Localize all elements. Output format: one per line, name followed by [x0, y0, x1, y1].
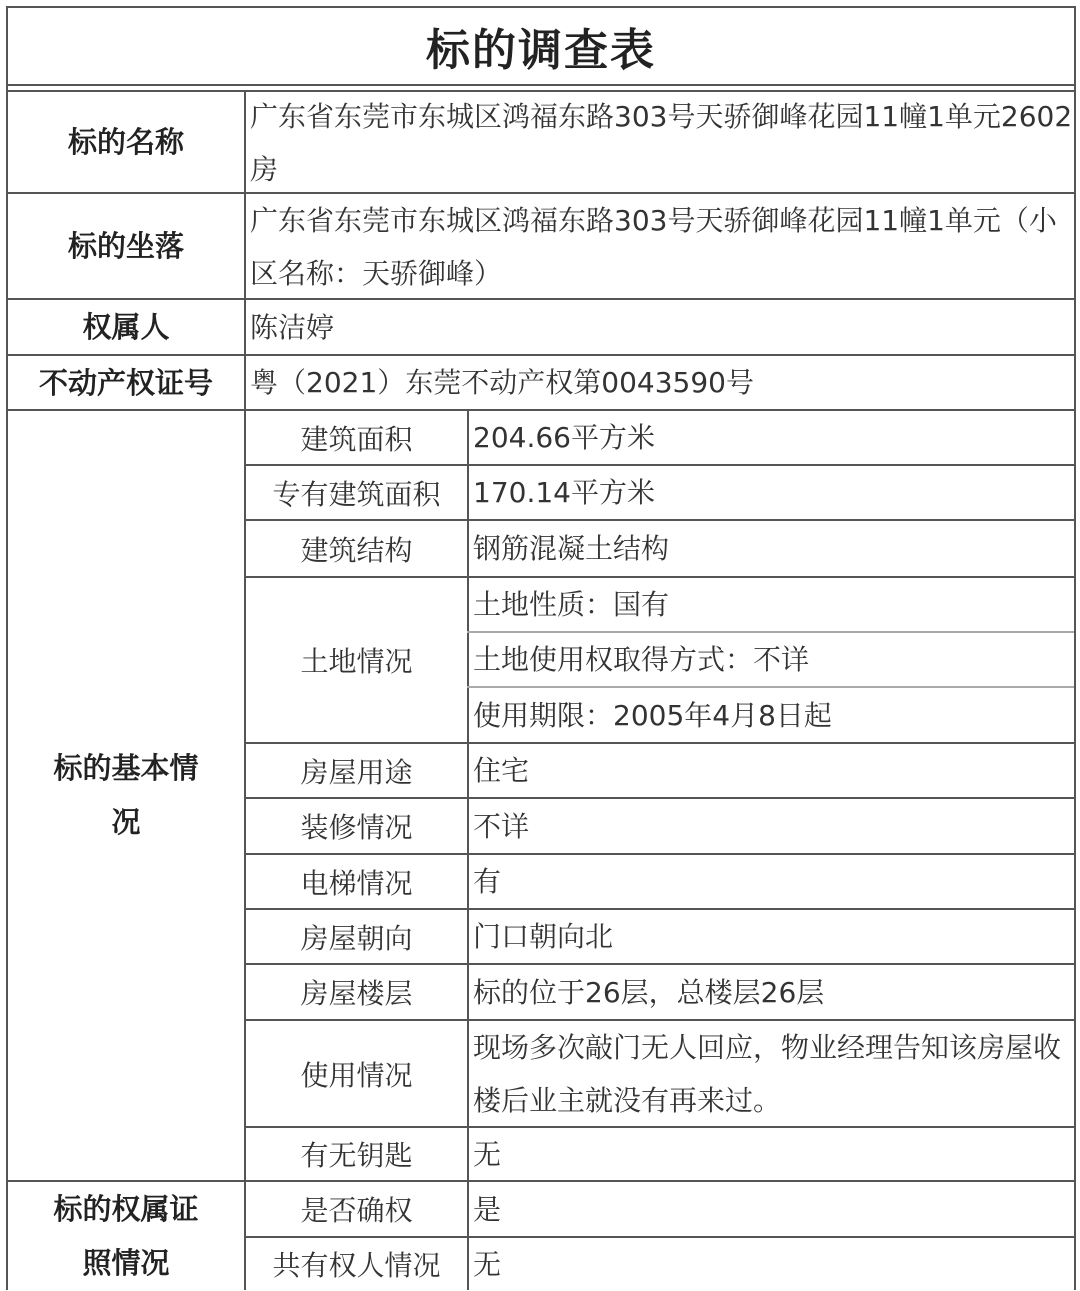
key-value: 无	[473, 1137, 502, 1171]
structure-label: 建筑结构	[300, 533, 413, 567]
cert-label: 不动产权证号	[38, 365, 213, 400]
land-value-2: 土地使用权取得方式：不详	[473, 643, 810, 676]
table-title: 标的调查表	[426, 25, 656, 76]
area-value: 204.66平方米	[473, 421, 655, 454]
border-right	[1074, 6, 1076, 1290]
basic-group-text: 标的基本情况	[53, 751, 199, 839]
orient-value: 门口朝向北	[473, 920, 614, 953]
land-value-3: 使用期限：2005年4月8日起	[473, 698, 832, 732]
floor-label: 房屋楼层	[300, 977, 413, 1010]
area-label: 建筑面积	[300, 422, 413, 456]
private-area-label: 专有建筑面积	[272, 477, 441, 511]
land-value-1: 土地性质：国有	[473, 588, 670, 621]
coowner-label: 共有权人情况	[272, 1249, 441, 1282]
basic-group-label	[46, 410, 206, 1180]
decor-value: 不详	[473, 809, 530, 843]
use-label: 房屋用途	[300, 755, 413, 789]
ownership-group-text: 标的权属证照情况	[53, 1192, 199, 1280]
orient-label: 房屋朝向	[300, 921, 413, 955]
ownership-group-label	[46, 1182, 206, 1290]
owner-label: 权属人	[82, 310, 170, 344]
elevator-value: 有	[473, 865, 502, 898]
usage-label: 使用情况	[300, 1058, 413, 1092]
key-label: 有无钥匙	[300, 1139, 413, 1172]
confirm-value: 是	[473, 1192, 502, 1226]
cert-value: 粤（2021）东莞不动产权第0043590号	[250, 366, 754, 399]
owner-value: 陈洁婷	[250, 310, 335, 344]
location-value: 广东省东莞市东城区鸿福东路303号天骄御峰花园11幢1单元（小区名称：天骄御峰）	[250, 204, 1057, 290]
floor-value: 标的位于26层，总楼层26层	[473, 975, 825, 1009]
name-label: 标的名称	[67, 125, 184, 159]
usage-value: 现场多次敲门无人回应，物业经理告知该房屋收楼后业主就没有再来过。	[473, 1031, 1062, 1117]
name-value: 广东省东莞市东城区鸿福东路303号天骄御峰花园11幢1单元2602房	[250, 100, 1073, 186]
private-area-value: 170.14平方米	[473, 476, 655, 509]
elevator-label: 电梯情况	[300, 866, 413, 900]
land-label: 土地情况	[300, 645, 413, 678]
decor-label: 装修情况	[300, 811, 413, 844]
confirm-label: 是否确权	[300, 1194, 413, 1227]
border-under-title	[6, 84, 1074, 86]
use-value: 住宅	[473, 754, 530, 787]
coowner-value: 无	[473, 1247, 502, 1281]
location-label: 标的坐落	[67, 229, 184, 263]
structure-value: 钢筋混凝土结构	[473, 532, 670, 565]
